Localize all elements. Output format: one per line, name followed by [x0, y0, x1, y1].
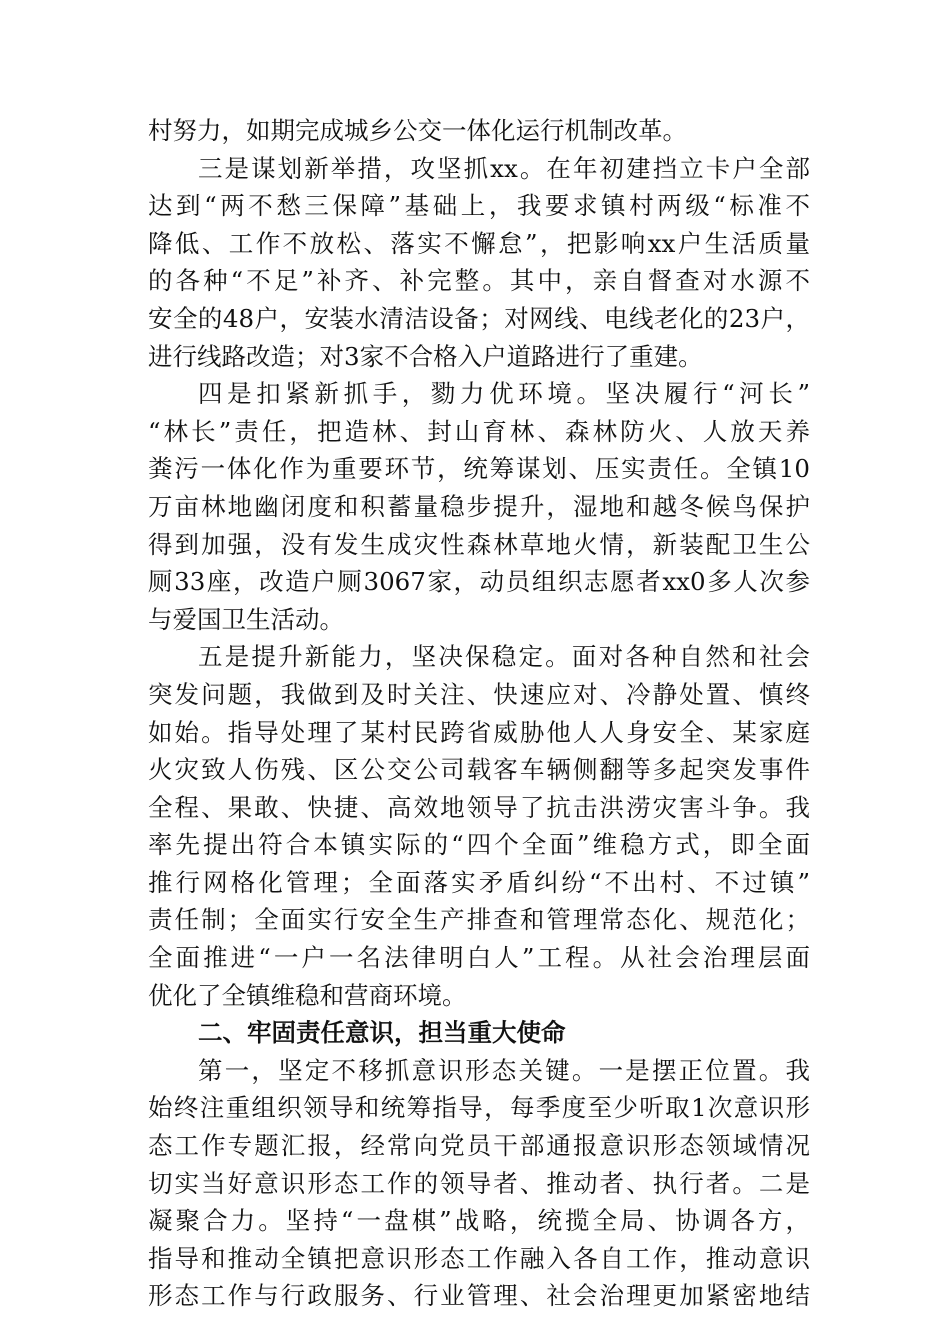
paragraph-line: 五是提升新能力，坚决保稳定。面对各种自然和社会: [198, 642, 810, 672]
paragraph-line: 进行线路改造；对3家不合格入户道路进行了重建。: [148, 341, 703, 371]
document-body: [148, 112, 810, 1315]
paragraph-line: 推行网格化管理；全面落实矛盾纠纷“不出村、不过镇”: [148, 867, 810, 897]
paragraph-line: 安全的48户，安装水清洁设备；对网线、电线老化的23户，: [148, 303, 810, 333]
paragraph-line: 村努力，如期完成城乡公交一体化运行机制改革。: [148, 116, 687, 145]
paragraph-line: 率先提出符合本镇实际的“四个全面”维稳方式，即全面: [148, 830, 810, 860]
paragraph-line: 全面推进“一户一名法律明白人”工程。从社会治理层面: [148, 943, 810, 973]
paragraph-line: 与爱国卫生活动。: [148, 604, 344, 634]
paragraph-line: 降低、工作不放松、落实不懈怠”，把影响xx户生活质量: [148, 228, 810, 258]
paragraph-line: 指导和推动全镇把意识形态工作融入各自工作，推动意识: [148, 1243, 810, 1273]
paragraph-line: 全程、果敢、快捷、高效地领导了抗击洪涝灾害斗争。我: [148, 792, 810, 822]
paragraph-line: 责任制；全面实行安全生产排查和管理常态化、规范化；: [148, 905, 810, 935]
paragraph-line: 四是扣紧新抓手，勠力优环境。坚决履行“河长”: [198, 379, 810, 409]
paragraph-line: 粪污一体化作为重要环节，统筹谋划、压实责任。全镇10: [148, 454, 810, 484]
paragraph-line: 得到加强，没有发生成灾性森林草地火情，新装配卫生公: [148, 529, 810, 559]
paragraph-line: 凝聚合力。坚持“一盘棋”战略，统揽全局、协调各方，: [148, 1206, 810, 1236]
paragraph-line: 万亩林地幽闭度和积蓄量稳步提升，湿地和越冬候鸟保护: [148, 491, 810, 521]
paragraph-line: 的各种“不足”补齐、补完整。其中，亲自督查对水源不: [148, 266, 810, 296]
paragraph-line: 态工作专题汇报，经常向党员干部通报意识形态领域情况: [148, 1131, 810, 1161]
paragraph-line: 厕33座，改造户厕3067家，动员组织志愿者xx0多人次参: [148, 567, 810, 597]
paragraph-line: 达到“两不愁三保障”基础上，我要求镇村两级“标准不: [148, 191, 810, 221]
paragraph-line: 优化了全镇维稳和营商环境。: [148, 980, 467, 1010]
section-heading: 二、牢固责任意识，担当重大使命: [198, 1018, 566, 1048]
paragraph-line: 三是谋划新举措，攻坚抓xx。在年初建挡立卡户全部: [198, 153, 810, 183]
paragraph-line: 形态工作与行政服务、行业管理、社会治理更加紧密地结: [148, 1281, 810, 1311]
paragraph-line: 突发问题，我做到及时关注、快速应对、冷静处置、慎终: [148, 679, 810, 709]
paragraph-line: “林长”责任，把造林、封山育林、森林防火、人放天养: [148, 416, 810, 446]
paragraph-line: 如始。指导处理了某村民跨省威胁他人人身安全、某家庭: [148, 717, 810, 747]
paragraph-line: 第一，坚定不移抓意识形态关键。一是摆正位置。我: [198, 1055, 810, 1085]
paragraph-line: 始终注重组织领导和统筹指导，每季度至少听取1次意识形: [148, 1093, 810, 1123]
paragraph-line: 火灾致人伤残、区公交公司载客车辆侧翻等多起突发事件: [148, 755, 810, 785]
paragraph-line: 切实当好意识形态工作的领导者、推动者、执行者。二是: [148, 1168, 810, 1198]
